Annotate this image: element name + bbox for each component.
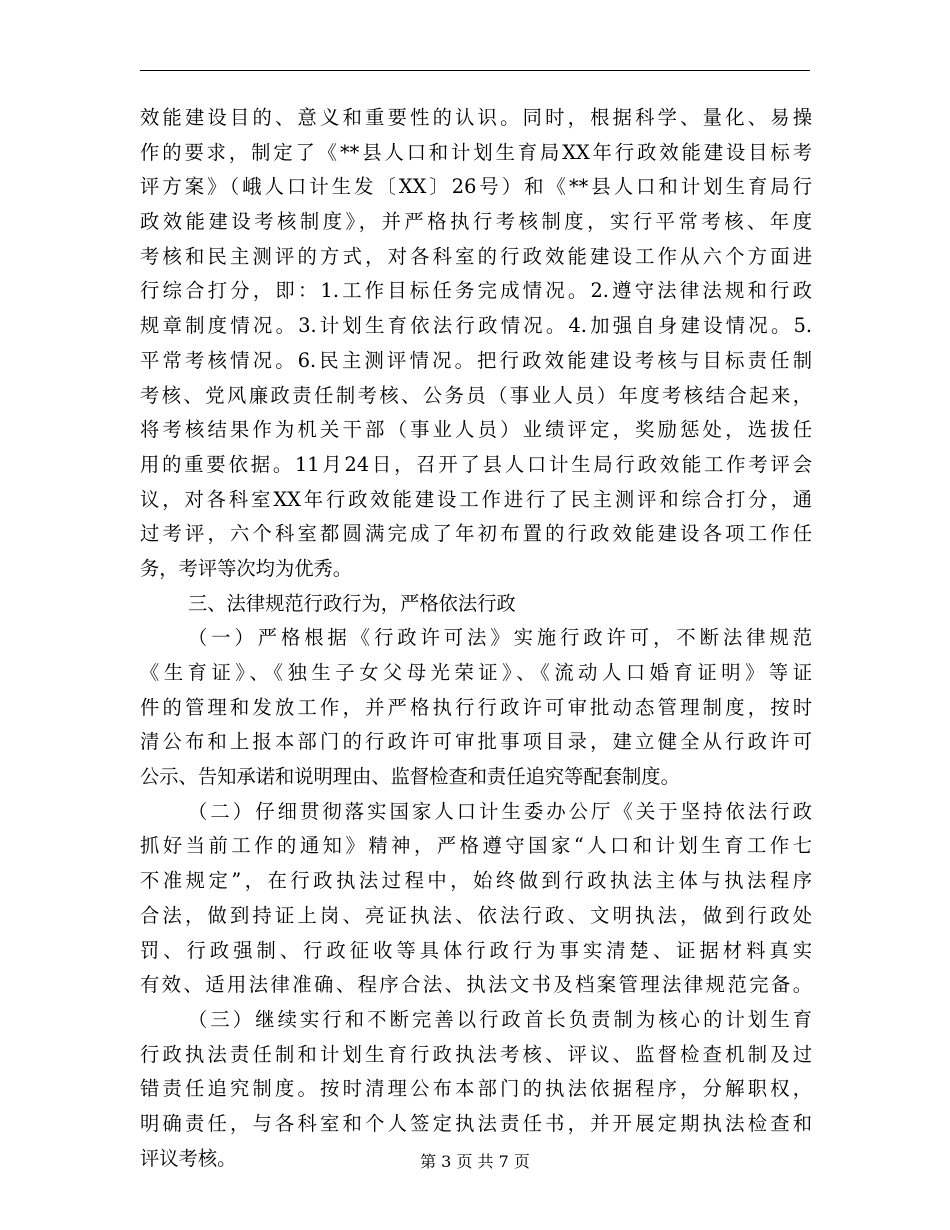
document-body	[140, 101, 812, 1176]
paragraph-law-enforcement	[140, 795, 812, 1003]
page-number-footer: 第 3 页 共 7 页	[420, 1152, 530, 1171]
text-line: 规章制度情况。3.计划生育依法行政情况。4.加强自身建设情况。5.	[140, 314, 812, 338]
text-line: 考核和民主测评的方式，对各科室的行政效能建设工作从六个方面进	[140, 244, 812, 268]
text-line: （二）仔细贯彻落实国家人口计生委办公厅《关于坚持依法行政	[188, 799, 812, 823]
text-line: 议，对各科室XX年行政效能建设工作进行了民主测评和综合打分，通	[140, 487, 812, 511]
text-line: 明确责任，与各科室和个人签定执法责任书，并开展定期执法检查和	[140, 1111, 812, 1135]
text-line: 考核、党风廉政责任制考核、公务员（事业人员）年度考核结合起来，	[140, 383, 812, 407]
section-heading: 三、法律规范行政行为，严格依法行政	[188, 591, 516, 615]
text-line: （三）继续实行和不断完善以行政首长负责制为核心的计划生育	[188, 1007, 812, 1031]
text-line: 件的管理和发放工作，并严格执行行政许可审批动态管理制度，按时	[140, 695, 812, 719]
paragraph-administrative-licensing	[140, 621, 812, 794]
text-line: 评议考核。	[140, 1146, 237, 1170]
text-line: 评方案》（峨人口计生发〔XX〕26号）和《**县人口和计划生育局行	[140, 175, 812, 199]
text-line: 不准规定”，在行政执法过程中，始终做到行政执法主体与执法程序	[140, 869, 812, 893]
text-line: 合法，做到持证上岗、亮证执法、依法行政、文明执法，做到行政处	[140, 903, 812, 927]
text-line: 过考评，六个科室都圆满完成了年初布置的行政效能建设各项工作任	[140, 522, 812, 546]
text-line: 务，考评等次均为优秀。	[140, 556, 353, 580]
text-line: （一）严格根据《行政许可法》实施行政许可，不断法律规范	[188, 626, 812, 650]
text-line: 平常考核情况。6.民主测评情况。把行政效能建设考核与目标责任制	[140, 348, 812, 372]
header-rule	[140, 70, 810, 71]
paragraph-responsibility-system	[140, 1003, 812, 1176]
text-line: 政效能建设考核制度》，并严格执行考核制度，实行平常考核、年度	[140, 210, 812, 234]
text-line: 错责任追究制度。按时清理公布本部门的执法依据程序，分解职权，	[140, 1077, 812, 1101]
text-line: 用的重要依据。11月24日，召开了县人口计生局行政效能工作考评会	[140, 452, 812, 476]
text-line: 作的要求，制定了《**县人口和计划生育局XX年行政效能建设目标考	[140, 140, 812, 164]
text-line: 抓好当前工作的通知》精神，严格遵守国家“人口和计划生育工作七	[140, 834, 812, 858]
text-line: 有效、适用法律准确、程序合法、执法文书及档案管理法律规范完备。	[140, 973, 812, 997]
paragraph-effectiveness-assessment	[140, 101, 812, 587]
text-line: 罚、行政强制、行政征收等具体行政行为事实清楚、证据材料真实	[140, 938, 812, 962]
text-line: 清公布和上报本部门的行政许可审批事项目录，建立健全从行政许可	[140, 730, 812, 754]
text-line: 《生育证》、《独生子女父母光荣证》、《流动人口婚育证明》等证	[140, 661, 812, 684]
text-line: 公示、告知承诺和说明理由、监督检查和责任追究等配套制度。	[140, 765, 680, 789]
text-line: 行政执法责任制和计划生育行政执法考核、评议、监督检查机制及过	[140, 1042, 812, 1066]
text-line: 将考核结果作为机关干部（事业人员）业绩评定，奖励惩处，选拔任	[140, 418, 812, 442]
text-line: 行综合打分，即：1.工作目标任务完成情况。2.遵守法律法规和行政	[140, 279, 812, 303]
text-line: 效能建设目的、意义和重要性的认识。同时，根据科学、量化、易操	[140, 106, 812, 129]
